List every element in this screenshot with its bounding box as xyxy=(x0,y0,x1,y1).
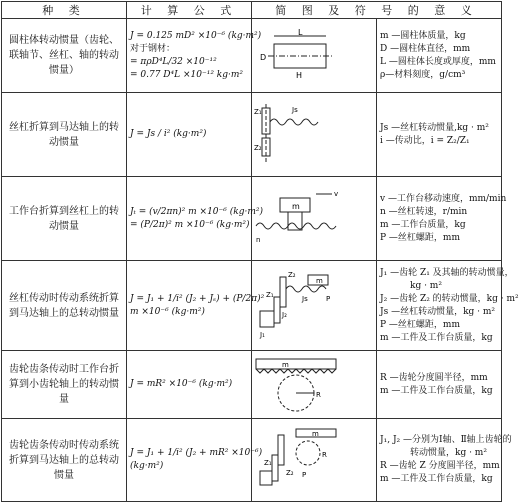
symbol-line: R —齿轮分度圆半径，mm xyxy=(380,372,488,383)
fig-label: m xyxy=(312,430,319,438)
header-row xyxy=(2,2,502,19)
symbols-cell xyxy=(377,351,502,419)
formula-line: J = J₁ + 1/i² (J₂ + Jₛ) + (P/2π)² xyxy=(130,293,265,304)
kind-cell: 齿轮齿条传动时工作台折算到小齿轮轴上的转动惯量 xyxy=(2,351,127,419)
table-row xyxy=(2,19,502,93)
symbols-cell xyxy=(377,177,507,261)
kind-cell: 工作台折算到丝杠上的转动惯量 xyxy=(2,177,127,261)
diagram-cell xyxy=(252,177,377,261)
fig-label: Z₁ xyxy=(266,290,274,299)
table-row xyxy=(2,419,502,502)
symbol-line: m —工件及工作台质量，kg xyxy=(380,332,493,343)
screw-thread xyxy=(286,286,326,292)
fig-label: J₂ xyxy=(282,310,287,319)
rack-table xyxy=(256,359,336,369)
formula-line: Jₜ = (v/2πn)² m ×10⁻⁶ (kg·m²) xyxy=(130,206,263,217)
fig-label: P xyxy=(326,294,331,303)
gear-z1 xyxy=(274,297,280,323)
symbol-line: v —工作台移动速度，mm/min xyxy=(380,193,507,204)
gear-z2 xyxy=(280,277,286,307)
formula-line: m ×10⁻⁶ (kg·m²) xyxy=(130,306,205,317)
kind-cell: 圆柱体转动惯量（齿轮、联轴节、丝杠、轴的转动惯量） xyxy=(2,19,127,93)
fig-label: m xyxy=(282,360,289,369)
fig-label: L xyxy=(298,27,303,37)
symbol-line: P —丝杠螺距，mm xyxy=(380,232,460,243)
fig-label: H xyxy=(296,70,303,80)
screw-system-diagram xyxy=(252,267,342,345)
diagram-cell xyxy=(252,261,377,351)
screw-thread xyxy=(270,119,318,125)
symbol-line: L —圆柱体长度或厚度，mm xyxy=(380,56,496,67)
symbol-line: i —传动比，i = Z₂/Z₁ xyxy=(380,135,470,146)
formula-line: = (P/2π)² m ×10⁻⁶ (kg·m²) xyxy=(130,219,250,230)
formula-cell xyxy=(127,93,252,177)
rack-teeth xyxy=(256,369,336,373)
diagram-cell xyxy=(252,419,377,502)
diagram-cell xyxy=(252,19,377,93)
symbol-line: R —齿轮 Z 分度圆半径，mm xyxy=(380,461,500,471)
fig-label: Js xyxy=(302,294,308,303)
symbol-line: m —工作台质量，kg xyxy=(380,219,466,230)
inertia-table xyxy=(1,1,519,502)
gear-z1 xyxy=(272,455,278,481)
screw-thread xyxy=(256,223,336,229)
fig-label: m xyxy=(292,201,300,211)
formula-line: 对于钢材： xyxy=(130,43,176,54)
fig-label: R xyxy=(316,390,321,399)
diagram-cell xyxy=(252,93,377,177)
motor-block xyxy=(260,311,274,327)
fig-label: n xyxy=(256,235,261,244)
header-formula: 计 算 公 式 xyxy=(127,2,252,19)
header-diagram-meaning: 简 图 及 符 号 的 意 义 xyxy=(252,2,502,19)
formula-cell xyxy=(127,177,263,261)
nut-block xyxy=(288,212,302,230)
fig-label: Z₁ xyxy=(264,459,272,467)
fig-label: m xyxy=(316,276,323,285)
kind-cell: 丝杠传动时传动系统折算到马达轴上的总转动惯量 xyxy=(2,261,127,351)
table-row xyxy=(2,351,502,419)
formula-cell xyxy=(127,261,265,351)
symbol-line: m —工件及工作台质量，kg xyxy=(380,474,493,484)
header-kind: 种 类 xyxy=(2,2,127,19)
fig-label: Z₁ xyxy=(254,107,262,116)
gear-z2 xyxy=(278,435,284,465)
symbol-line: Js —丝杠转动惯量,kg · m² xyxy=(380,122,489,133)
formula-cell xyxy=(127,351,252,419)
fig-label: Z₂ xyxy=(286,469,294,477)
symbol-line: P —丝杠螺距，mm xyxy=(380,319,460,330)
fig-label: v xyxy=(334,189,339,198)
screw-motor-diagram xyxy=(252,100,342,170)
symbols-cell xyxy=(377,93,502,177)
kind-cell: 丝杠折算到马达轴上的转动惯量 xyxy=(2,93,127,177)
symbol-line: ρ—材料刻度，g/cm³ xyxy=(380,69,466,80)
symbol-line: J₁, J₂ —分别为Ⅰ轴、Ⅱ轴上齿轮的 xyxy=(380,435,512,445)
kind-cell: 齿轮齿条传动时传动系统折算到马达轴上的总转动惯量 xyxy=(2,419,127,502)
fig-label: Z₂ xyxy=(288,270,296,279)
fig-label: Js xyxy=(292,105,298,114)
rack-pinion-diagram xyxy=(252,355,342,415)
formula-line: J = mR² ×10⁻⁶ (kg·m²) xyxy=(130,379,233,389)
formula-cell xyxy=(127,19,262,93)
formula-line: J = 0.125 mD² ×10⁻⁶ (kg·m²) xyxy=(130,30,262,41)
table-row xyxy=(2,261,502,351)
formula-line: = 0.77 D⁴L ×10⁻¹² kg·m² xyxy=(130,69,244,80)
table-row xyxy=(2,93,502,177)
fig-label: P xyxy=(302,471,307,479)
symbols-cell xyxy=(377,261,519,351)
symbol-line: n —丝杠转速，r/min xyxy=(380,206,468,217)
symbol-line: J₂ —齿轮 Z₂ 的转动惯量，kg · m² xyxy=(380,293,519,304)
formula-line: (kg·m²) xyxy=(130,461,164,471)
fig-label: Z₂ xyxy=(254,143,262,152)
formula-line: J = Js / i² (kg·m²) xyxy=(130,129,207,139)
symbol-line: Js —丝杠转动惯量，kg · m² xyxy=(380,306,496,317)
cylinder-diagram xyxy=(252,26,342,86)
symbols-cell xyxy=(377,419,512,502)
symbol-line: J₁ —齿轮 Z₁ 及其轴的转动惯量， xyxy=(380,267,514,278)
diagram-cell xyxy=(252,351,377,419)
fig-label: D xyxy=(260,52,267,62)
motor-block xyxy=(260,471,272,485)
symbol-line: kg · m² xyxy=(410,280,442,291)
worktable-diagram xyxy=(252,184,342,254)
symbols-cell xyxy=(377,19,502,93)
rack-system-diagram xyxy=(252,425,342,495)
formula-line: = πρD⁴L/32 ×10⁻¹² xyxy=(130,56,217,67)
symbol-line: D —圆柱体直径，mm xyxy=(380,43,471,54)
table-row xyxy=(2,177,502,261)
fig-label: J₁ xyxy=(260,330,265,339)
formula-cell xyxy=(127,419,263,502)
symbol-line: m —圆柱体质量，kg xyxy=(380,30,466,41)
formula-line: J = J₁ + 1/i² (J₂ + mR² ×10⁻⁶) xyxy=(130,448,263,458)
symbol-line: m —工件及工作台质量，kg xyxy=(380,385,493,396)
pinion-circle xyxy=(296,441,320,465)
fig-label: R xyxy=(322,451,327,459)
symbol-line: 转动惯量，kg · m² xyxy=(410,448,487,458)
